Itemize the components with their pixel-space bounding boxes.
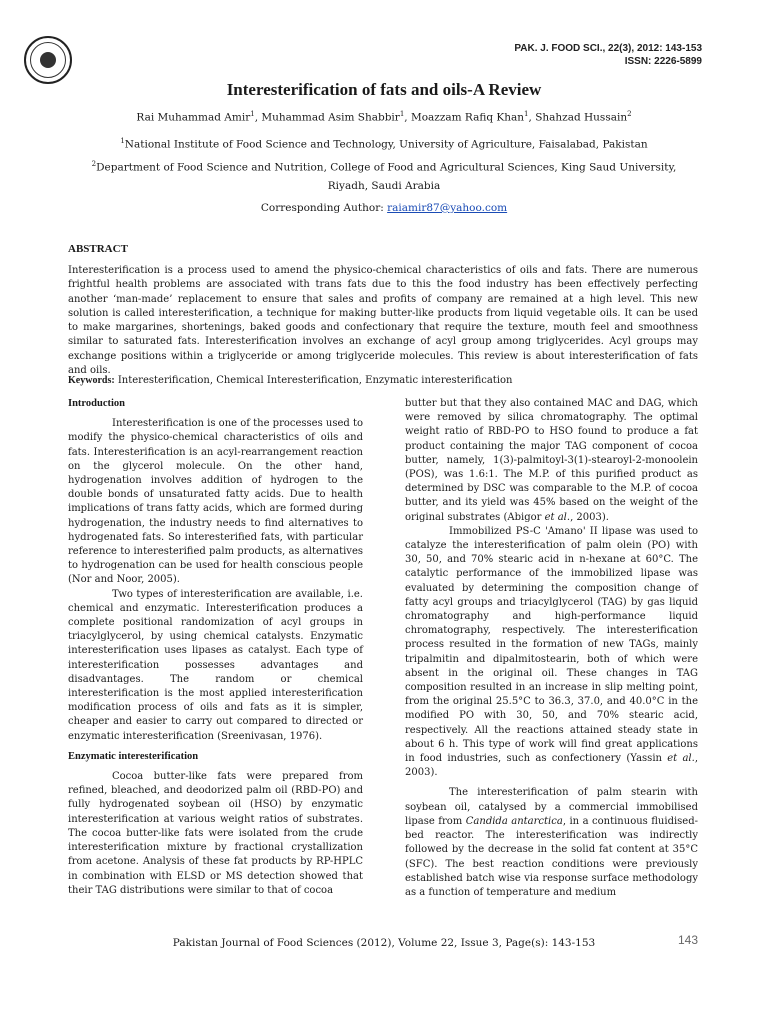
right-p3-text: The interesterification of palm stearin with soybean oil, catalysed by a commercial immobilised lipase from xyxy=(405,787,698,827)
right-paragraph-2 xyxy=(405,525,698,781)
journal-seal-logo xyxy=(24,36,72,84)
abstract-text: Interesterification is a process used to amend the physico-chemical characteristics of oils and fats. There are numerous frightful health problems are associated with trans fats due to this the food industry has been effectively perfecting another ‘man-made’ replacement to ensure that sales and profits of company are remained at a high level. This new solution is called interesterification, a technique for making butter-like products from liquid vegetable oils. It can be used to make margarines, shortenings, baked goods and confectionary that require the texture, mouth feel and smoothness similar to saturated fats. Interesterification involves an exchange of acyl group among triglycerides. Acyl groups may exchange positions within a triglyceride or among triglyceride molecules. This review is about interesterification of fats and oils. xyxy=(68,265,698,377)
intro-paragraph-1: Interesterification is one of the processes used to modify the physico-chemical characteristics of oils and fats. Interesterification is an acyl-rearrangement reaction on the glycerol molecule. On the other hand, hydrogenation involves addition of hydrogen to the double bonds of unsaturated fatty acids. Due to health implications of trans fatty acids, which are formed during hydrogenation, the industry needs to find alternatives to hydrogenated fats. So interesterified fats, with particular reference to interesterified palm products, as alternatives to hydrogenation can be used for health conscious people (Nor and Noor, 2005). xyxy=(68,418,364,586)
right-p3-end: , in a continuous fluidised-bed reactor. The interesterification was indirectly followed by the decrease in the solid fat content at 35°C (SFC). The best reaction conditions were previously established batch wise via response surface methodology as a function of temperature and medium xyxy=(405,815,699,898)
et-al: et al xyxy=(667,753,692,765)
author-separator: , xyxy=(528,111,536,124)
et-al: et al xyxy=(544,511,567,523)
keywords-text: Interesterification, Chemical Interesterification, Enzymatic interesterification xyxy=(114,375,513,386)
affil-text: National Institute of Food Science and Technology, University of Agriculture, Faisalabad, Pakistan xyxy=(124,138,648,151)
author-name: Shahzad Hussain xyxy=(535,111,628,124)
author-affil-mark: 1 xyxy=(524,110,529,118)
author-list xyxy=(0,110,768,124)
species-name: Candida antarctica xyxy=(465,815,563,827)
intro-heading: Introduction xyxy=(68,398,125,409)
paper-title: Interesterification of fats and oils-A Review xyxy=(226,80,542,99)
right-p2-text: Immobilized PS-C 'Amano' II lipase was used to catalyze the interesterification of palm olein (PO) with 30, 50, and 70% stearic acid in n-hexane at 60°C. The catalytic performance of the immobilized lipase was evaluated by determining the composition change of fatty acyl groups and triacylglycerol (TAG) by gas liquid chromatography and high-performance liquid chromatography, respectively. The interesterification process resulted in the formation of new TAGs, mainly tripalmitin and dipalmitostearin, both of which were absent in the original oil. These changes in TAG composition resulted in an increase in slip melting point, from the original 25.5°C to 36.3, 37.0, and 40.0°C in the modified PO with 30, 50, and 70% stearic acid, respectively. All the reactions attained steady state in about 6 h. This type of work will find great applications in food industries, such as confectionery (Yassin xyxy=(405,525,698,765)
seal-ring xyxy=(30,42,66,78)
enzymatic-paragraph-1: Cocoa butter-like fats were prepared from refined, bleached, and deodorized palm oil (RBD-PO) and fully hydrogenated soybean oil (HSO) by enzymatic interesterification at various weight ratios of substrates. The cocoa butter-like fats were isolated from the crude interesterification mixture by fractional crystallization from acetone. Analysis of these fat products by RP-HPLC in combination with ELSD or MS detection showed that their TAG distributions were similar to that of cocoa xyxy=(68,771,363,896)
abstract-heading: ABSTRACT xyxy=(68,243,128,255)
footer-citation: Pakistan Journal of Food Sciences (2012), Volume 22, Issue 3, Page(s): 143-153 xyxy=(172,937,596,949)
author-affil-mark: 1 xyxy=(399,110,405,118)
journal-info xyxy=(514,42,702,68)
author-name: Rai Muhammad Amir xyxy=(136,111,251,124)
author-separator: , xyxy=(404,111,411,124)
affil-mark: 2 xyxy=(91,160,97,168)
author-name: Muhammad Asim Shabbir xyxy=(261,111,400,124)
right-p1-text: butter but that they also contained MAC and DAG, which were removed by silica chromatography. The optimal weight ratio of RBD-PO to HSO found to produce a fat product containing the major TAG component of cocoa butter, namely, 1(3)-palmitoyl-3(1)-stearoyl-2-monoolein (POS), was 1.6:1. The M.P. of this purified product as determined by DSC was comparable to the M.P. of cocoa butter, and its yield was 45% based on the weight of the original substrates (Abigor xyxy=(405,398,698,523)
corresponding-email-link[interactable]: raiamir87@yahoo.com xyxy=(387,202,508,214)
keywords xyxy=(68,374,698,388)
right-paragraph-1 xyxy=(405,397,698,525)
keywords-label: Keywords: xyxy=(68,375,115,386)
author-affil-mark: 2 xyxy=(627,110,632,118)
intro-paragraph-2: Two types of interesterification are available, i.e. chemical and enzymatic. Interesterification produces a complete positional randomization of acyl groups in triacylglycerol, by using chemical catalysts. Enzymatic interesterification uses lipases as catalyst. Each type of interesterification possesses advantages and disadvantages. The random or chemical interesterification is the most applied interesterification modification process of oils and fats as it is simpler, cheaper and easier to carry out compared to directed or enzymatic interesterification (Sreenivasan, 1976). xyxy=(68,588,363,742)
right-p2-end: ., 2003). xyxy=(405,753,698,779)
author-separator: , xyxy=(254,111,262,124)
affil-text: Department of Food Science and Nutrition, College of Food and Agricultural Sciences, King Saud University, xyxy=(96,161,677,174)
journal-citation-line: PAK. J. FOOD SCI., 22(3), 2012: 143-153 xyxy=(514,43,702,54)
author-name: Moazzam Rafiq Khan xyxy=(410,111,525,124)
enzymatic-heading: Enzymatic interesterification xyxy=(68,750,199,762)
right-p1-end: ., 2003). xyxy=(566,511,609,523)
page-number: 143 xyxy=(677,933,698,947)
left-column xyxy=(68,397,363,898)
affil-mark: 1 xyxy=(120,137,125,145)
right-paragraph-3 xyxy=(405,786,698,900)
right-column xyxy=(405,397,698,900)
affiliation-2-city: Riyadh, Saudi Arabia xyxy=(327,180,441,192)
corresponding-label: Corresponding Author: xyxy=(260,202,388,214)
corresponding-author xyxy=(60,197,708,220)
issn-line: ISSN: 2226-5899 xyxy=(624,56,702,67)
seal-center xyxy=(40,52,56,68)
author-affil-mark: 1 xyxy=(250,110,255,118)
